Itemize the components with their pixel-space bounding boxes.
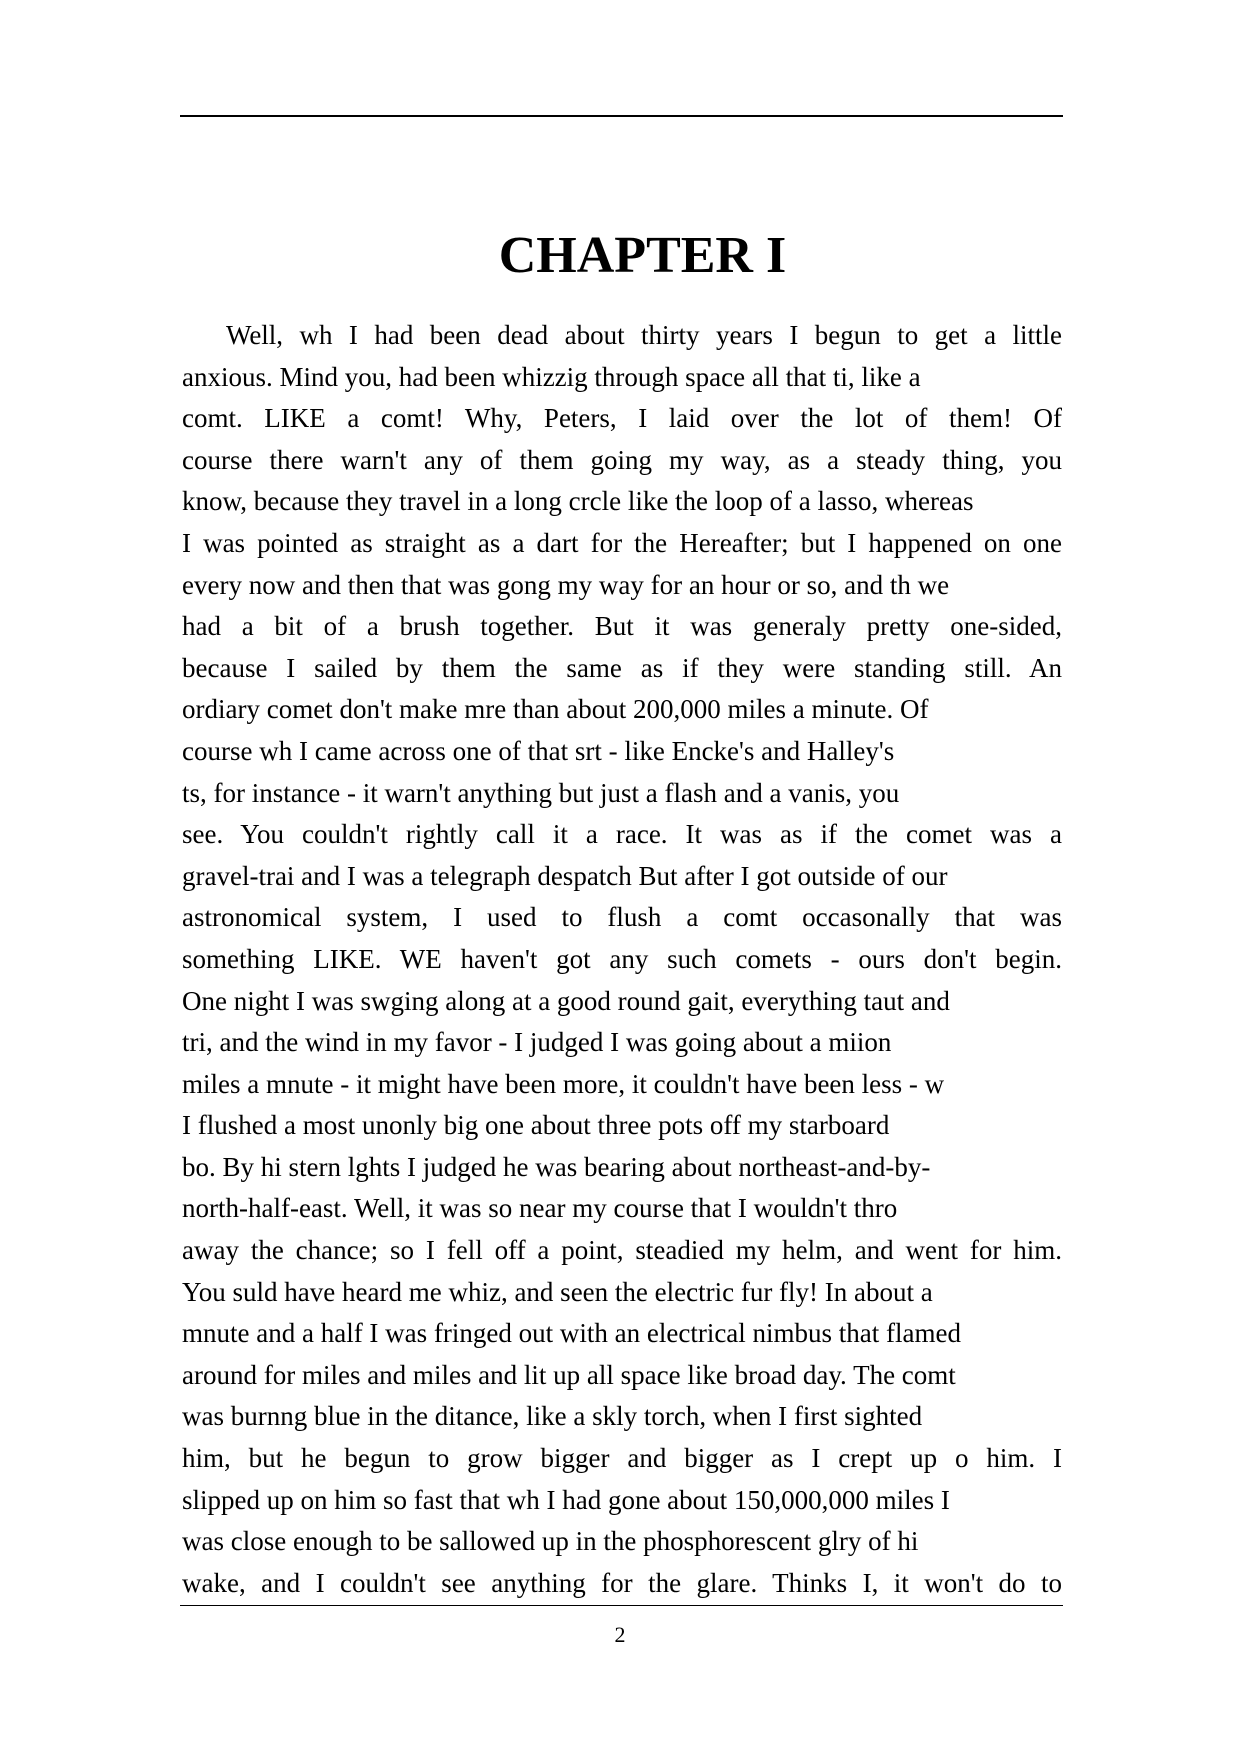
text-line: was burnng blue in the ditance, like a skly torch, when I first sighted (182, 1401, 923, 1432)
text-line: comt. LIKE a comt! Why, Peters, I laid over the lot of them! Of (182, 403, 1062, 434)
text-line: tri, and the wind in my favor - I judged I was going about a miion (182, 1027, 892, 1058)
text-line: around for miles and miles and lit up all space like broad day. The comt (182, 1359, 956, 1390)
text-line: wake, and I couldn't see anything for the glare. Thinks I, it won't do to (182, 1567, 1062, 1598)
text-line: anxious. Mind you, had been whizzig through space all that ti, like a (182, 361, 921, 392)
text-line: You suld have heard me whiz, and seen the electric fur fly! In about a (182, 1276, 933, 1307)
text-line: know, because they travel in a long crcle like the loop of a lasso, whereas (182, 486, 974, 517)
chapter-title: CHAPTER I (498, 227, 787, 284)
header-rule (180, 115, 1063, 117)
text-line: Well, wh I had been dead about thirty years I begun to get a little (226, 320, 1062, 350)
text-line: was close enough to be sallowed up in the phosphorescent glry of hi (182, 1526, 919, 1557)
text-line: every now and then that was gong my way for an hour or so, and th we (182, 569, 950, 600)
text-line: I was pointed as straight as a dart for the Hereafter; but I happened on one (182, 527, 1062, 558)
text-line: see. You couldn't rightly call it a race. It was as if the comet was a (182, 819, 1062, 850)
text-line: slipped up on him so fast that wh I had gone about 150,000,000 miles I (182, 1484, 950, 1515)
page-number: 2 (614, 1622, 626, 1647)
text-line: had a bit of a brush together. But it was generaly pretty one-sided, (182, 611, 1062, 642)
text-line: because I sailed by them the same as if they were standing still. An (182, 652, 1062, 683)
text-line: ts, for instance - it warn't anything but just a flash and a vanis, you (182, 777, 900, 808)
text-line: astronomical system, I used to flush a comt occasonally that was (182, 902, 1062, 933)
text-line: him, but he begun to grow bigger and bigger as I crept up o him. I (182, 1443, 1062, 1474)
text-line: One night I was swging along at a good round gait, everything taut and (182, 985, 950, 1016)
text-line: miles a mnute - it might have been more, it couldn't have been less - w (182, 1068, 945, 1099)
text-line: course wh I came across one of that srt - like Encke's and Halley's (182, 735, 895, 766)
text-line: I flushed a most unonly big one about three pots off my starboard (182, 1110, 890, 1141)
body-text (182, 315, 1062, 1604)
text-line: ordiary comet don't make mre than about 200,000 miles a minute. Of (182, 694, 929, 725)
text-line: away the chance; so I fell off a point, steadied my helm, and went for him. (182, 1235, 1062, 1266)
text-line: bo. By hi stern lghts I judged he was bearing about northeast-and-by- (182, 1151, 931, 1182)
text-line: course there warn't any of them going my way, as a steady thing, you (182, 444, 1062, 475)
text-line: gravel-trai and I was a telegraph despatch But after I got outside of our (182, 860, 948, 891)
text-line: something LIKE. WE haven't got any such comets - ours don't begin. (182, 943, 1062, 974)
text-line: north-half-east. Well, it was so near my course that I wouldn't thro (182, 1193, 898, 1224)
text-line: mnute and a half I was fringed out with an electrical nimbus that flamed (182, 1318, 961, 1349)
footer-rule (180, 1605, 1063, 1606)
